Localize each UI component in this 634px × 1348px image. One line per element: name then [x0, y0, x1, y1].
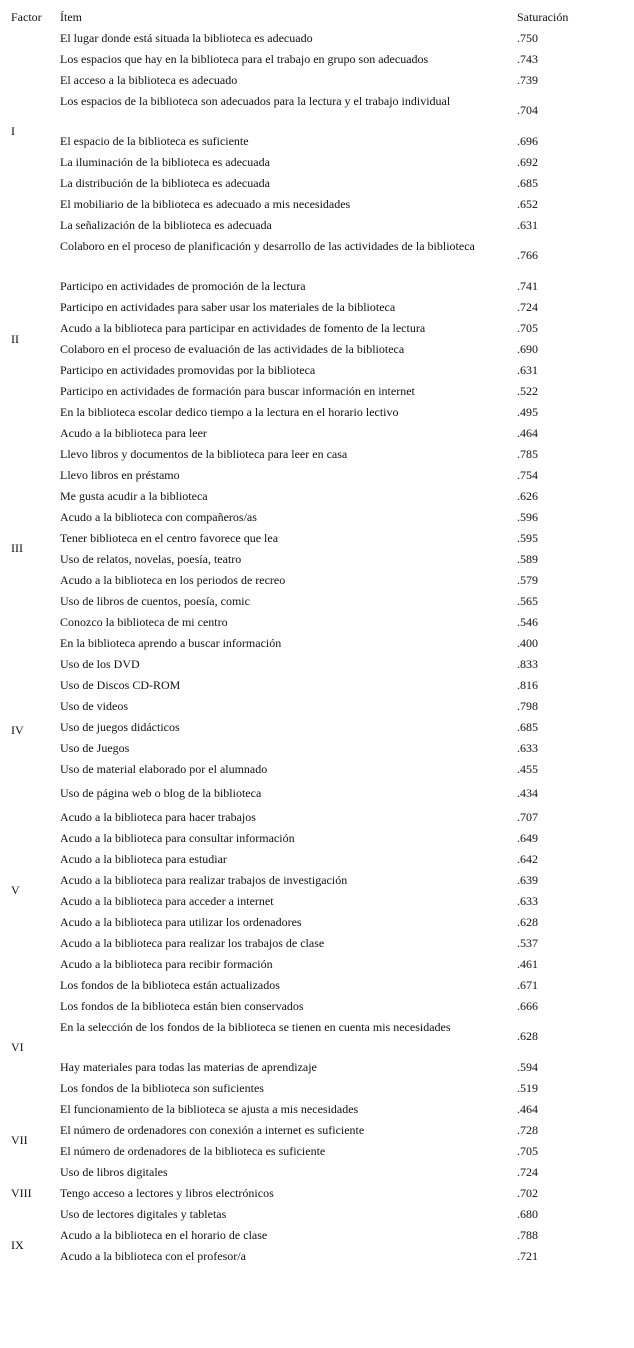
table-row-saturation: .750 — [517, 31, 538, 45]
table-row-item: La distribución de la biblioteca es adecuada — [60, 176, 270, 190]
table-row-saturation: .631 — [517, 363, 538, 377]
table-row-saturation: .788 — [517, 1228, 538, 1242]
table-row-item: En la selección de los fondos de la biblioteca se tienen en cuenta mis necesidades — [60, 1020, 451, 1034]
table-row-item: Uso de libros digitales — [60, 1165, 168, 1179]
table-row-saturation: .642 — [517, 852, 538, 866]
table-row-item: Uso de Discos CD-ROM — [60, 678, 181, 692]
factor-label: IX — [11, 1238, 24, 1252]
table-row-item: La iluminación de la biblioteca es adecuada — [60, 155, 270, 169]
table-row-saturation: .626 — [517, 489, 538, 503]
table-row-saturation: .464 — [517, 1102, 538, 1116]
table-row-saturation: .546 — [517, 615, 538, 629]
table-row-item: El funcionamiento de la biblioteca se ajusta a mis necesidades — [60, 1102, 359, 1116]
table-row-item: La señalización de la biblioteca es adecuada — [60, 218, 272, 232]
table-row-saturation: .743 — [517, 52, 538, 66]
table-row-saturation: .704 — [517, 103, 538, 117]
table-row-saturation: .724 — [517, 300, 538, 314]
table-row-saturation: .649 — [517, 831, 538, 845]
table-row-saturation: .705 — [517, 1144, 538, 1158]
table-row-item: Participo en actividades para saber usar los materiales de la biblioteca — [60, 300, 396, 314]
table-row-saturation: .519 — [517, 1081, 538, 1095]
table-row-item: Uso de Juegos — [60, 741, 130, 755]
table-row-saturation: .721 — [517, 1249, 538, 1263]
table-row-item: Acudo a la biblioteca para leer — [60, 426, 207, 440]
header-item: Ítem — [60, 10, 82, 24]
table-row-item: Uso de los DVD — [60, 657, 140, 671]
table-row-saturation: .766 — [517, 248, 538, 262]
table-row-saturation: .707 — [517, 810, 538, 824]
table-row-item: Uso de juegos didácticos — [60, 720, 180, 734]
table-row-saturation: .685 — [517, 176, 538, 190]
table-row-saturation: .628 — [517, 1029, 538, 1043]
table-row-saturation: .464 — [517, 426, 538, 440]
table-row-saturation: .696 — [517, 134, 538, 148]
table-row-saturation: .579 — [517, 573, 538, 587]
table-row-saturation: .461 — [517, 957, 538, 971]
table-row-item: Participo en actividades de formación para buscar información en internet — [60, 384, 415, 398]
table-row-item: Acudo a la biblioteca para realizar trabajos de investigación — [60, 873, 348, 887]
table-row-item: Acudo a la biblioteca para acceder a internet — [60, 894, 274, 908]
table-row-item: El número de ordenadores con conexión a internet es suficiente — [60, 1123, 365, 1137]
table-row-item: Colaboro en el proceso de planificación y desarrollo de las actividades de la biblioteca — [60, 239, 475, 253]
table-row-saturation: .495 — [517, 405, 538, 419]
table-row-saturation: .666 — [517, 999, 538, 1013]
table-row-item: Uso de relatos, novelas, poesía, teatro — [60, 552, 242, 566]
table-row-item: Uso de lectores digitales y tabletas — [60, 1207, 227, 1221]
table-row-item: Tener biblioteca en el centro favorece que lea — [60, 531, 279, 545]
table-row-item: Los espacios de la biblioteca son adecuados para la lectura y el trabajo individual — [60, 94, 451, 108]
factor-label: I — [11, 124, 15, 138]
table-row-item: El acceso a la biblioteca es adecuado — [60, 73, 238, 87]
table-row-item: El número de ordenadores de la biblioteca es suficiente — [60, 1144, 326, 1158]
table-row-item: Uso de libros de cuentos, poesía, comic — [60, 594, 250, 608]
table-row-saturation: .455 — [517, 762, 538, 776]
table-row-item: Acudo a la biblioteca para hacer trabajos — [60, 810, 256, 824]
factor-label: IV — [11, 723, 24, 737]
table-row-saturation: .639 — [517, 873, 538, 887]
table-row-item: Llevo libros en préstamo — [60, 468, 180, 482]
table-row-saturation: .633 — [517, 894, 538, 908]
table-row-saturation: .671 — [517, 978, 538, 992]
factor-label: II — [11, 332, 19, 346]
factor-label: VI — [11, 1040, 24, 1054]
table-row-saturation: .400 — [517, 636, 538, 650]
table-row-saturation: .631 — [517, 218, 538, 232]
table-row-saturation: .833 — [517, 657, 538, 671]
header-factor: Factor — [11, 10, 42, 24]
table-row-item: Participo en actividades promovidas por la biblioteca — [60, 363, 316, 377]
table-row-saturation: .589 — [517, 552, 538, 566]
table-row-item: Los fondos de la biblioteca están actualizados — [60, 978, 280, 992]
table-row-item: El mobiliario de la biblioteca es adecuado a mis necesidades — [60, 197, 351, 211]
header-saturation: Saturación — [517, 10, 569, 24]
table-row-saturation: .522 — [517, 384, 538, 398]
table-row-item: El lugar donde está situada la biblioteca es adecuado — [60, 31, 313, 45]
table-row-item: Uso de videos — [60, 699, 128, 713]
table-row-saturation: .754 — [517, 468, 538, 482]
table-row-item: Acudo a la biblioteca en los periodos de recreo — [60, 573, 286, 587]
table-row-saturation: .633 — [517, 741, 538, 755]
table-row-item: Acudo a la biblioteca para estudiar — [60, 852, 227, 866]
table-row-saturation: .692 — [517, 155, 538, 169]
table-row-saturation: .705 — [517, 321, 538, 335]
table-row-saturation: .685 — [517, 720, 538, 734]
table-row-item: Acudo a la biblioteca para consultar información — [60, 831, 295, 845]
table-row-item: Acudo a la biblioteca para utilizar los ordenadores — [60, 915, 302, 929]
table-row-item: Los espacios que hay en la biblioteca para el trabajo en grupo son adecuados — [60, 52, 429, 66]
table-row-saturation: .724 — [517, 1165, 538, 1179]
table-row-item: Uso de material elaborado por el alumnado — [60, 762, 268, 776]
table-row-saturation: .537 — [517, 936, 538, 950]
factor-label: VIII — [11, 1186, 32, 1200]
table-row-item: Acudo a la biblioteca en el horario de clase — [60, 1228, 268, 1242]
factor-label: VII — [11, 1133, 28, 1147]
table-row-item: Hay materiales para todas las materias de aprendizaje — [60, 1060, 317, 1074]
table-row-saturation: .652 — [517, 197, 538, 211]
table-row-saturation: .594 — [517, 1060, 538, 1074]
table-row-saturation: .565 — [517, 594, 538, 608]
table-row-saturation: .702 — [517, 1186, 538, 1200]
table-row-saturation: .785 — [517, 447, 538, 461]
table-row-item: Tengo acceso a lectores y libros electrónicos — [60, 1186, 274, 1200]
table-row-item: Acudo a la biblioteca con el profesor/a — [60, 1249, 246, 1263]
table-row-item: Los fondos de la biblioteca son suficientes — [60, 1081, 264, 1095]
table-row-saturation: .628 — [517, 915, 538, 929]
factor-label: V — [11, 883, 20, 897]
table-row-item: Conozco la biblioteca de mi centro — [60, 615, 228, 629]
table-row-saturation: .690 — [517, 342, 538, 356]
table-row-saturation: .434 — [517, 786, 538, 800]
table-row-saturation: .680 — [517, 1207, 538, 1221]
table-row-item: Acudo a la biblioteca para realizar los trabajos de clase — [60, 936, 325, 950]
table-row-item: Participo en actividades de promoción de la lectura — [60, 279, 306, 293]
table-row-saturation: .595 — [517, 531, 538, 545]
table-row-item: Los fondos de la biblioteca están bien conservados — [60, 999, 304, 1013]
table-row-item: Acudo a la biblioteca para participar en actividades de fomento de la lectura — [60, 321, 426, 335]
table-row-saturation: .741 — [517, 279, 538, 293]
table-row-item: Llevo libros y documentos de la biblioteca para leer en casa — [60, 447, 348, 461]
table-row-item: El espacio de la biblioteca es suficiente — [60, 134, 249, 148]
table-row-item: Me gusta acudir a la biblioteca — [60, 489, 208, 503]
table-row-saturation: .739 — [517, 73, 538, 87]
table-row-saturation: .728 — [517, 1123, 538, 1137]
table-row-item: Acudo a la biblioteca con compañeros/as — [60, 510, 257, 524]
factor-label: III — [11, 541, 23, 555]
table-row-item: En la biblioteca aprendo a buscar información — [60, 636, 282, 650]
table-row-item: Uso de página web o blog de la biblioteca — [60, 786, 262, 800]
table-row-saturation: .798 — [517, 699, 538, 713]
table-row-saturation: .816 — [517, 678, 538, 692]
table-row-item: Colaboro en el proceso de evaluación de las actividades de la biblioteca — [60, 342, 405, 356]
table-row-item: En la biblioteca escolar dedico tiempo a la lectura en el horario lectivo — [60, 405, 399, 419]
table-row-saturation: .596 — [517, 510, 538, 524]
table-row-item: Acudo a la biblioteca para recibir formación — [60, 957, 273, 971]
